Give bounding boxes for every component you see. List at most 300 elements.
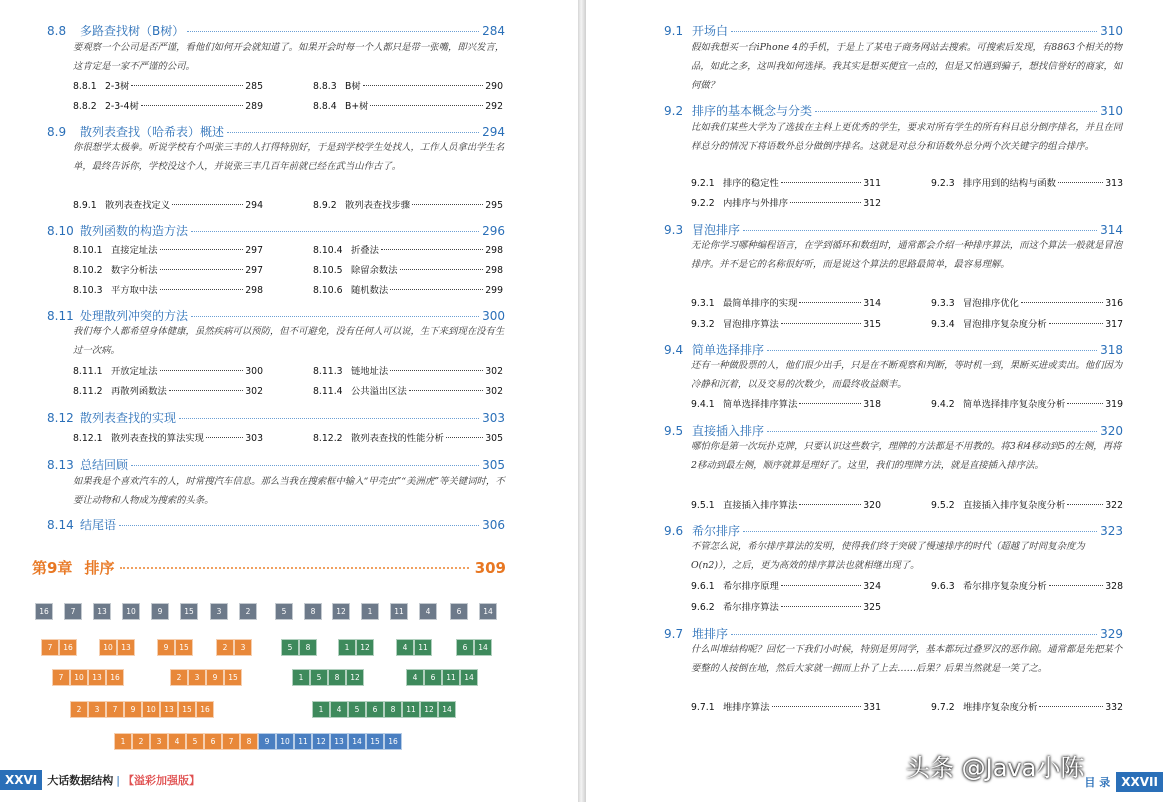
merge-cell: 3 xyxy=(210,603,228,620)
subsection-title: 冒泡排序复杂度分析 xyxy=(963,319,1047,330)
subsection-number: 9.3.2 xyxy=(691,319,715,330)
separator: | xyxy=(116,773,120,787)
page-number: XXVII xyxy=(1116,772,1163,792)
subsection-9-5-2[interactable] xyxy=(931,497,1123,511)
section-description: 比如我们某些大学为了选拔在主科上更优秀的学生，要求对所有学生的所有科目总分倒序排名，并且在同样总分的情况下将语数外总分做倒序排名。这就是对总分和语数外总分两个次关键字的组合排序。 xyxy=(691,122,1123,152)
chapter-title: 排序 xyxy=(84,559,115,577)
merge-cell: 4 xyxy=(419,603,437,620)
subsection-title: 链地址法 xyxy=(351,366,389,377)
merge-cell: 1 xyxy=(114,733,132,750)
subsection-number: 8.8.2 xyxy=(73,101,97,112)
section-title: 冒泡排序 xyxy=(692,223,741,237)
section-title: 散列表查找的实现 xyxy=(80,411,177,425)
merge-cell: 3 xyxy=(188,669,206,686)
subsection-number: 9.7.1 xyxy=(691,702,715,713)
merge-cell: 15 xyxy=(178,701,196,718)
subsection-number: 9.2.3 xyxy=(931,178,955,189)
section-number: 9.5 xyxy=(664,424,684,438)
section-title: 散列表查找（哈希表）概述 xyxy=(80,125,225,139)
dot-leader xyxy=(731,31,1097,32)
section-page: 320 xyxy=(1100,424,1123,438)
merge-cell: 11 xyxy=(294,733,312,750)
dot-leader xyxy=(781,182,861,183)
merge-cell: 9 xyxy=(206,669,224,686)
merge-cell: 13 xyxy=(93,603,111,620)
subsection-page: 302 xyxy=(485,366,503,377)
section-page: 303 xyxy=(482,411,505,425)
section-title: 希尔排序 xyxy=(692,524,741,538)
dot-leader xyxy=(141,105,243,106)
merge-cell: 8 xyxy=(328,669,346,686)
section-8-8[interactable] xyxy=(47,22,505,39)
merge-group xyxy=(157,639,193,656)
dot-leader xyxy=(790,202,861,203)
subsection-title: 堆排序算法 xyxy=(723,702,770,713)
section-description: 我们每个人都希望身体健康，虽然疾病可以预防，但不可避免，没有任何人可以说，生下来到现在没有生过一次病。 xyxy=(73,326,505,356)
subsection-9-5-1[interactable] xyxy=(691,497,881,511)
subsection-title: 简单选择排序算法 xyxy=(723,399,798,410)
subsection-title: B树 xyxy=(345,81,361,92)
subsection-number: 9.6.3 xyxy=(931,581,955,592)
dot-leader xyxy=(1021,302,1103,303)
chapter-label: 第9章 xyxy=(32,559,73,577)
dot-leader xyxy=(743,531,1097,532)
section-number: 8.14 xyxy=(47,518,74,532)
subsection-number: 9.7.2 xyxy=(931,702,955,713)
subsection-8-8-2[interactable] xyxy=(73,98,263,112)
dot-leader xyxy=(767,431,1097,432)
subsection-9-6-1[interactable] xyxy=(691,578,881,592)
merge-cell: 6 xyxy=(450,603,468,620)
section-page: 318 xyxy=(1100,343,1123,357)
merge-group xyxy=(64,603,82,620)
subsection-number: 9.4.1 xyxy=(691,399,715,410)
subsection-number: 8.12.2 xyxy=(313,433,343,444)
subsection-number: 8.8.1 xyxy=(73,81,97,92)
subsection-title: 2-3-4树 xyxy=(105,101,139,112)
subsection-8-8-1[interactable] xyxy=(73,78,263,92)
subsection-number: 9.5.1 xyxy=(691,500,715,511)
subsection-9-3-1[interactable] xyxy=(691,295,881,309)
merge-group xyxy=(35,603,53,620)
subsection-8-8-4[interactable] xyxy=(313,98,503,112)
merge-group xyxy=(390,603,408,620)
merge-group xyxy=(239,603,257,620)
subsection-number: 9.5.2 xyxy=(931,500,955,511)
merge-cell: 11 xyxy=(414,639,432,656)
subsection-page: 289 xyxy=(245,101,263,112)
section-title: 处理散列冲突的方法 xyxy=(80,309,189,323)
merge-cell: 16 xyxy=(59,639,77,656)
subsection-9-7-1[interactable] xyxy=(691,699,881,713)
merge-cell: 14 xyxy=(460,669,478,686)
merge-cell: 12 xyxy=(332,603,350,620)
merge-cell: 12 xyxy=(356,639,374,656)
subsection-title: 数字分析法 xyxy=(111,265,158,276)
subsection-8-10-1[interactable] xyxy=(73,242,263,256)
merge-group xyxy=(312,701,456,718)
merge-cell: 4 xyxy=(406,669,424,686)
section-number: 9.3 xyxy=(664,223,684,237)
merge-cell: 6 xyxy=(204,733,222,750)
subsection-9-2-1[interactable] xyxy=(691,175,881,189)
dot-leader xyxy=(412,204,483,205)
subsection-page: 313 xyxy=(1105,178,1123,189)
merge-group xyxy=(170,669,242,686)
merge-cell: 11 xyxy=(442,669,460,686)
dot-leader xyxy=(799,504,861,505)
subsection-8-11-3[interactable] xyxy=(313,363,503,377)
merge-cell: 9 xyxy=(157,639,175,656)
merge-cell: 16 xyxy=(35,603,53,620)
merge-cell: 13 xyxy=(330,733,348,750)
subsection-number: 8.10.1 xyxy=(73,245,103,256)
merge-cell: 14 xyxy=(479,603,497,620)
merge-cell: 14 xyxy=(438,701,456,718)
merge-group xyxy=(479,603,497,620)
subsection-title: 散列表查找定义 xyxy=(105,200,171,211)
subsection-title: 再散列函数法 xyxy=(111,386,167,397)
merge-cell: 11 xyxy=(390,603,408,620)
subsection-8-8-3[interactable] xyxy=(313,78,503,92)
subsection-number: 8.10.6 xyxy=(313,285,343,296)
subsection-8-10-3[interactable] xyxy=(73,282,263,296)
contents-label: 目 录 xyxy=(1084,776,1111,789)
subsection-9-7-2[interactable] xyxy=(931,699,1123,713)
merge-cell: 8 xyxy=(240,733,258,750)
section-9-1[interactable] xyxy=(664,22,1123,39)
dot-leader xyxy=(781,606,861,607)
section-title: 堆排序 xyxy=(692,627,729,641)
merge-cell: 7 xyxy=(222,733,240,750)
subsection-title: 随机数法 xyxy=(351,285,389,296)
merge-cell: 9 xyxy=(124,701,142,718)
subsection-9-6-2[interactable] xyxy=(691,599,881,613)
dot-leader xyxy=(160,249,244,250)
subsection-8-10-4[interactable] xyxy=(313,242,503,256)
merge-cell: 12 xyxy=(346,669,364,686)
merge-cell: 15 xyxy=(366,733,384,750)
merge-cell: 5 xyxy=(281,639,299,656)
subsection-8-12-1[interactable] xyxy=(73,430,263,444)
section-number: 9.2 xyxy=(664,104,684,118)
merge-cell: 8 xyxy=(384,701,402,718)
subsection-page: 295 xyxy=(485,200,503,211)
section-page: 310 xyxy=(1100,104,1123,118)
merge-cell: 14 xyxy=(474,639,492,656)
merge-group xyxy=(210,603,228,620)
subsection-title: 直接插入排序复杂度分析 xyxy=(963,500,1066,511)
merge-cell: 5 xyxy=(348,701,366,718)
subsection-number: 9.3.1 xyxy=(691,298,715,309)
dot-leader xyxy=(227,132,479,133)
merge-group xyxy=(216,639,252,656)
subsection-number: 8.12.1 xyxy=(73,433,103,444)
subsection-8-11-1[interactable] xyxy=(73,363,263,377)
dot-leader xyxy=(160,370,244,371)
subsection-8-11-4[interactable] xyxy=(313,383,503,397)
subsection-number: 8.9.1 xyxy=(73,200,97,211)
subsection-title: 排序的稳定性 xyxy=(723,178,779,189)
subsection-number: 8.11.1 xyxy=(73,366,103,377)
section-page: 284 xyxy=(482,24,505,38)
subsection-page: 320 xyxy=(863,500,881,511)
subsection-page: 302 xyxy=(245,386,263,397)
subsection-page: 299 xyxy=(485,285,503,296)
section-number: 8.9 xyxy=(47,125,67,139)
dot-leader xyxy=(799,302,861,303)
left-footer xyxy=(0,770,200,790)
section-page: 310 xyxy=(1100,24,1123,38)
dot-leader xyxy=(1058,182,1103,183)
subsection-title: 平方取中法 xyxy=(111,285,158,296)
section-8-14[interactable] xyxy=(47,516,505,533)
subsection-title: 堆排序复杂度分析 xyxy=(963,702,1038,713)
subsection-title: 散列表查找的算法实现 xyxy=(111,433,204,444)
edition-label: 【溢彩加强版】 xyxy=(122,774,200,787)
merge-cell: 16 xyxy=(196,701,214,718)
subsection-8-9-2[interactable] xyxy=(313,197,503,211)
dot-leader xyxy=(187,31,479,32)
subsection-9-3-2[interactable] xyxy=(691,316,881,330)
merge-group xyxy=(396,639,432,656)
section-description: 无论你学习哪种编程语言，在学到循环和数组时，通常都会介绍一种排序算法，而这个算法一般就是冒泡排序。并不是它的名称很好听，而是说这个算法的思路最简单，最容易理解。 xyxy=(691,240,1123,270)
subsection-9-3-4[interactable] xyxy=(931,316,1123,330)
merge-cell: 11 xyxy=(402,701,420,718)
subsection-number: 8.11.4 xyxy=(313,386,343,397)
right-page xyxy=(586,0,1163,802)
subsection-page: 297 xyxy=(245,265,263,276)
merge-group xyxy=(151,603,169,620)
subsection-number: 9.2.2 xyxy=(691,198,715,209)
merge-cell: 10 xyxy=(276,733,294,750)
section-8-10[interactable] xyxy=(47,222,505,239)
merge-cell: 13 xyxy=(117,639,135,656)
section-description: 你很想学太极拳。听说学校有个叫张三丰的人打得特别好，于是到学校学生处找人，工作人员拿出学生名单，最终告诉你，学校没这个人，并说张三丰几百年前就已经在武当山作古了。 xyxy=(73,142,505,172)
subsection-9-4-1[interactable] xyxy=(691,396,881,410)
section-number: 8.8 xyxy=(47,24,67,38)
section-number: 8.11 xyxy=(47,309,74,323)
dot-leader xyxy=(191,231,479,232)
section-page: 306 xyxy=(482,518,505,532)
dot-leader xyxy=(119,525,479,526)
merge-cell: 10 xyxy=(122,603,140,620)
section-description: 什么叫堆结构呢？回忆一下我们小时候，特别是男同学，基本都玩过叠罗汉的恶作剧。通常都是先把某个要整的人按倒在地，然后大家就一拥而上扑了上去……后果？后果当然就是一笑了之。 xyxy=(691,644,1123,674)
left-page xyxy=(0,0,578,802)
dot-leader xyxy=(120,567,468,569)
subsection-8-10-5[interactable] xyxy=(313,262,503,276)
section-description: 哪怕你是第一次玩扑克牌，只要认识这些数字，理牌的方法都是不用教的。将3和4移动到5的左侧，再将2移动到最左侧，顺序就算是理好了。这里，我们的理牌方法，就是直接插入排序法。 xyxy=(691,441,1122,471)
section-description: 不管怎么说，希尔排序算法的发明，使得我们终于突破了慢速排序的时代（超越了时间复杂度为O(n2)），之后，更为高效的排序算法也就相继出现了。 xyxy=(691,541,1085,571)
subsection-title: B+树 xyxy=(345,101,369,112)
merge-cell: 9 xyxy=(151,603,169,620)
merge-cell: 1 xyxy=(292,669,310,686)
subsection-page: 302 xyxy=(485,386,503,397)
merge-cell: 2 xyxy=(170,669,188,686)
dot-leader xyxy=(179,418,479,419)
merge-group xyxy=(361,603,379,620)
subsection-8-9-1[interactable] xyxy=(73,197,263,211)
section-8-13[interactable] xyxy=(47,456,505,473)
merge-cell: 5 xyxy=(186,733,204,750)
merge-cell: 5 xyxy=(275,603,293,620)
section-title: 开场白 xyxy=(692,24,729,38)
dot-leader xyxy=(731,634,1097,635)
merge-cell: 7 xyxy=(64,603,82,620)
section-page: 314 xyxy=(1100,223,1123,237)
section-8-12[interactable] xyxy=(47,409,505,426)
subsection-page: 298 xyxy=(245,285,263,296)
dot-leader xyxy=(799,403,861,404)
subsection-title: 折叠法 xyxy=(351,245,379,256)
subsection-page: 324 xyxy=(863,581,881,592)
book-title: 大话数据结构 xyxy=(47,774,114,787)
subsection-page: 297 xyxy=(245,245,263,256)
subsection-page: 292 xyxy=(485,101,503,112)
merge-cell: 15 xyxy=(175,639,193,656)
chapter-9-heading[interactable] xyxy=(32,557,506,578)
dot-leader xyxy=(131,85,243,86)
merge-cell: 4 xyxy=(330,701,348,718)
subsection-title: 散列表查找步骤 xyxy=(345,200,411,211)
section-page: 294 xyxy=(482,125,505,139)
dot-leader xyxy=(206,437,243,438)
dot-leader xyxy=(363,85,484,86)
dot-leader xyxy=(169,390,243,391)
merge-group xyxy=(93,603,111,620)
merge-cell: 7 xyxy=(41,639,59,656)
subsection-page: 332 xyxy=(1105,702,1123,713)
merge-cell: 3 xyxy=(150,733,168,750)
section-page: 305 xyxy=(482,458,505,472)
dot-leader xyxy=(1067,504,1103,505)
subsection-page: 318 xyxy=(863,399,881,410)
merge-group xyxy=(41,639,77,656)
subsection-number: 9.4.2 xyxy=(931,399,955,410)
subsection-8-10-2[interactable] xyxy=(73,262,263,276)
subsection-number: 9.3.3 xyxy=(931,298,955,309)
subsection-9-2-3[interactable] xyxy=(931,175,1123,189)
merge-group xyxy=(450,603,468,620)
dot-leader xyxy=(772,706,862,707)
merge-cell: 1 xyxy=(312,701,330,718)
merge-cell: 12 xyxy=(312,733,330,750)
subsection-title: 简单选择排序复杂度分析 xyxy=(963,399,1066,410)
subsection-title: 内排序与外排序 xyxy=(723,198,789,209)
subsection-page: 317 xyxy=(1105,319,1123,330)
section-title: 直接插入排序 xyxy=(692,424,765,438)
merge-cell: 16 xyxy=(384,733,402,750)
merge-cell: 2 xyxy=(216,639,234,656)
subsection-9-4-2[interactable] xyxy=(931,396,1123,410)
merge-cell: 1 xyxy=(361,603,379,620)
merge-cell: 13 xyxy=(88,669,106,686)
section-number: 8.12 xyxy=(47,411,74,425)
merge-group xyxy=(275,603,293,620)
dot-leader xyxy=(743,230,1097,231)
section-9-2[interactable] xyxy=(664,102,1123,119)
subsection-page: 298 xyxy=(485,245,503,256)
subsection-title: 最简单排序的实现 xyxy=(723,298,798,309)
section-description: 要观察一个公司是否严谨，看他们如何开会就知道了。如果开会时每一个人都只是带一张嘴，即兴发言，这肯定是一家不严谨的公司。 xyxy=(73,42,505,72)
subsection-page: 312 xyxy=(863,198,881,209)
subsection-8-10-6[interactable] xyxy=(313,282,503,296)
section-title: 多路查找树（B树） xyxy=(80,24,185,38)
subsection-number: 8.8.3 xyxy=(313,81,337,92)
subsection-title: 冒泡排序优化 xyxy=(963,298,1019,309)
merge-group xyxy=(99,639,135,656)
merge-cell: 7 xyxy=(106,701,124,718)
merge-group xyxy=(70,701,214,718)
section-page: 300 xyxy=(482,309,505,323)
subsection-number: 8.10.2 xyxy=(73,265,103,276)
subsection-8-12-2[interactable] xyxy=(313,430,503,444)
section-number: 9.1 xyxy=(664,24,684,38)
merge-cell: 5 xyxy=(310,669,328,686)
subsection-number: 8.10.3 xyxy=(73,285,103,296)
subsection-9-6-3[interactable] xyxy=(931,578,1123,592)
section-title: 总结回顾 xyxy=(80,458,129,472)
subsection-page: 285 xyxy=(245,81,263,92)
merge-group xyxy=(122,603,140,620)
dot-leader xyxy=(409,390,483,391)
merge-cell: 13 xyxy=(160,701,178,718)
dot-leader xyxy=(370,105,483,106)
merge-cell: 4 xyxy=(168,733,186,750)
subsection-number: 9.2.1 xyxy=(691,178,715,189)
merge-cell: 15 xyxy=(180,603,198,620)
dot-leader xyxy=(815,111,1097,112)
merge-cell: 2 xyxy=(132,733,150,750)
merge-cell: 14 xyxy=(348,733,366,750)
subsection-title: 希尔排序算法 xyxy=(723,602,779,613)
merge-cell: 2 xyxy=(239,603,257,620)
merge-sort-illustration xyxy=(30,603,510,753)
subsection-8-11-2[interactable] xyxy=(73,383,263,397)
subsection-page: 316 xyxy=(1105,298,1123,309)
merge-cell: 2 xyxy=(70,701,88,718)
merge-cell: 8 xyxy=(304,603,322,620)
watermark-text: 头条 @Java小陈 xyxy=(906,754,1085,782)
dot-leader xyxy=(767,350,1097,351)
dot-leader xyxy=(172,204,243,205)
merge-group xyxy=(332,603,350,620)
subsection-title: 希尔排序复杂度分析 xyxy=(963,581,1047,592)
subsection-9-2-2[interactable] xyxy=(691,195,881,209)
subsection-page: 294 xyxy=(245,200,263,211)
merge-group xyxy=(419,603,437,620)
merge-cell: 16 xyxy=(106,669,124,686)
subsection-number: 8.11.3 xyxy=(313,366,343,377)
subsection-page: 331 xyxy=(863,702,881,713)
subsection-page: 311 xyxy=(863,178,881,189)
subsection-page: 303 xyxy=(245,433,263,444)
merge-group xyxy=(52,669,124,686)
section-number: 9.7 xyxy=(664,627,684,641)
subsection-page: 305 xyxy=(485,433,503,444)
subsection-page: 290 xyxy=(485,81,503,92)
dot-leader xyxy=(131,465,479,466)
dot-leader xyxy=(1039,706,1103,707)
subsection-number: 8.11.2 xyxy=(73,386,103,397)
page-number: XXVI xyxy=(0,770,42,790)
subsection-title: 排序用到的结构与函数 xyxy=(963,178,1056,189)
subsection-9-3-3[interactable] xyxy=(931,295,1123,309)
subsection-title: 散列表查找的性能分析 xyxy=(351,433,444,444)
merge-cell: 6 xyxy=(456,639,474,656)
merge-cell: 10 xyxy=(99,639,117,656)
dot-leader xyxy=(160,289,244,290)
